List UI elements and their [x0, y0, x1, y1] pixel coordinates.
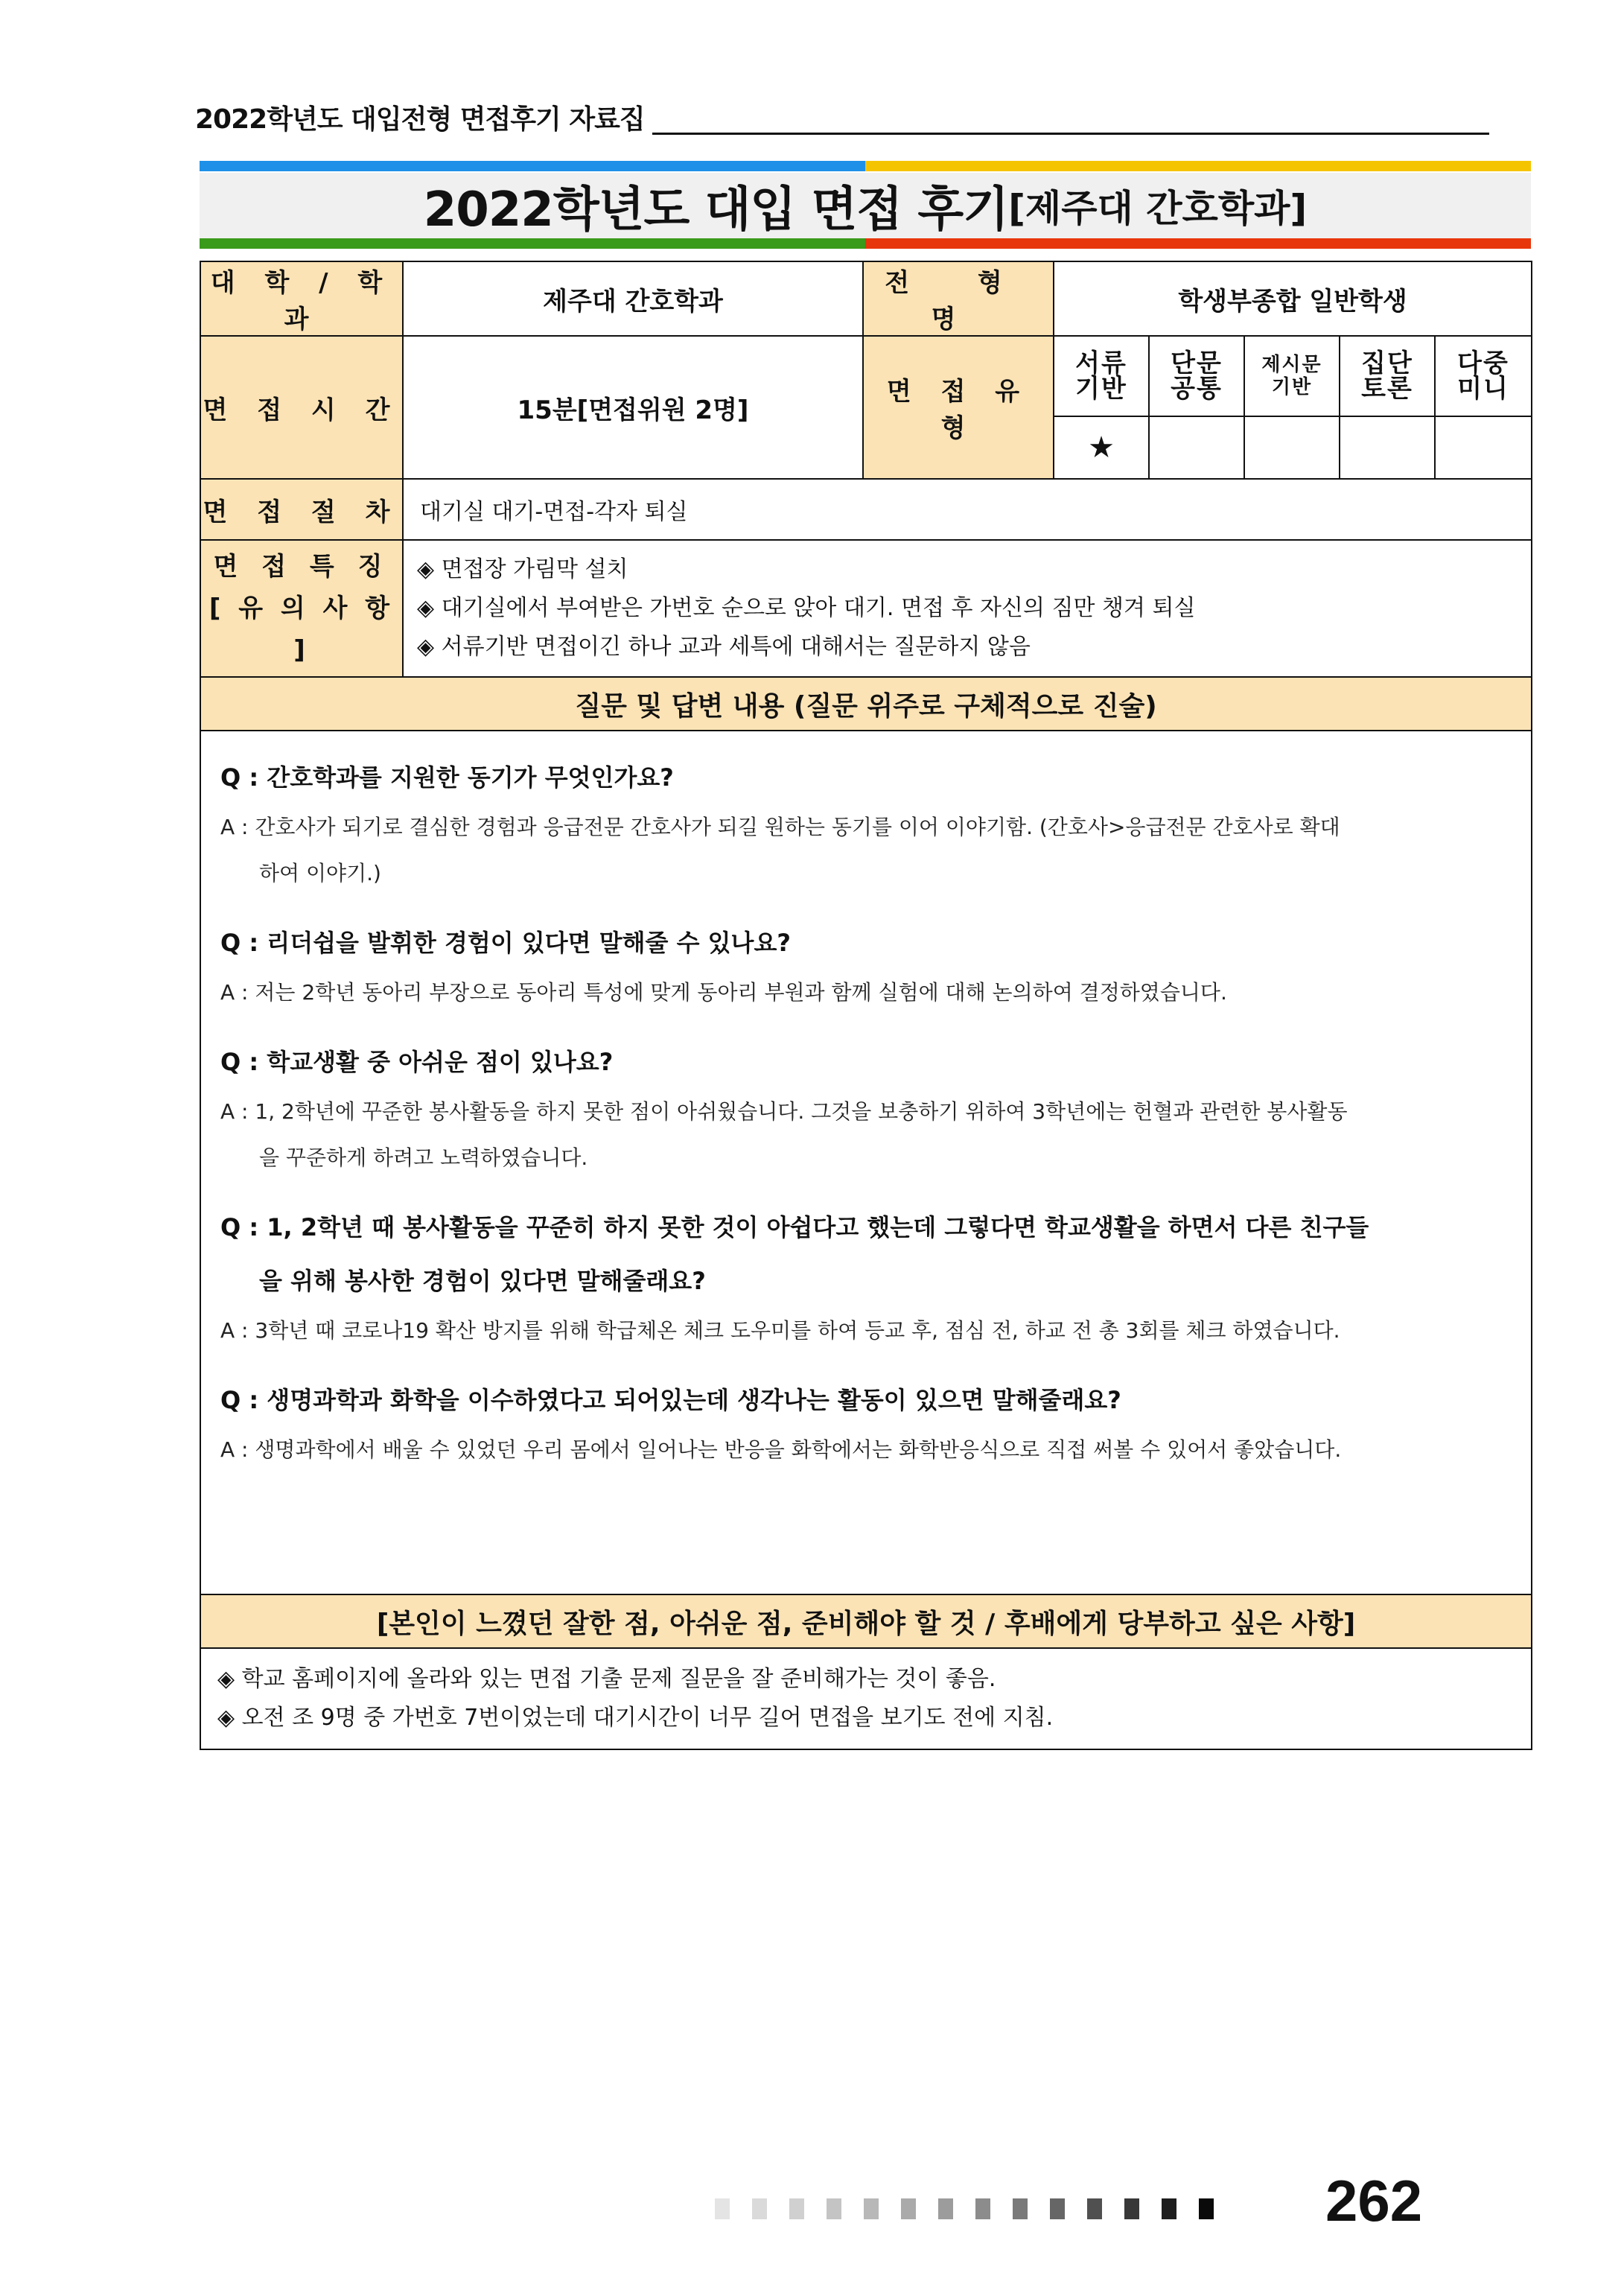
footer-square — [975, 2198, 990, 2219]
answer: A : 1, 2학년에 꾸준한 봉사활동을 하지 못한 점이 아쉬웠습니다. 그것을 보충하기 위하여 3학년에는 헌혈과 관련한 봉사활동 을 꾸준하게 하려고 노력하였습니다. — [220, 1099, 1348, 1170]
question: Q : 리더쉽을 발휘한 경험이 있다면 말해줄 수 있나요? — [220, 929, 791, 957]
feature-item: ◈ 대기실에서 부여받은 가번호 순으로 앉아 대기. 면접 후 자신의 짐만 챙겨 퇴실 — [417, 595, 1196, 621]
footer-square — [715, 2198, 730, 2219]
footer-square — [752, 2198, 767, 2219]
footer-square — [1162, 2198, 1176, 2219]
footer-square — [789, 2198, 804, 2219]
mode-empty-cell — [1149, 416, 1244, 479]
collection-title: 2022학년도 대입전형 면접후기 자료집 — [195, 104, 645, 135]
question: Q : 1, 2학년 때 봉사활동을 꾸준히 하지 못한 것이 아쉽다고 했는데 그렇다면 학교생활을 하면서 다른 친구들 을 위해 봉사한 경험이 있다면 말해줄래요? — [220, 1213, 1369, 1295]
features-label-line1: 면 접 특 징 — [213, 552, 390, 582]
procedure-value: 대기실 대기-면접-각자 퇴실 — [403, 479, 1532, 540]
features-list — [403, 540, 1532, 677]
question: Q : 학교생활 중 아쉬운 점이 있나요? — [220, 1048, 614, 1076]
feature-item: ◈ 면접장 가림막 설치 — [417, 556, 628, 582]
question: Q : 간호학과를 지원한 동기가 무엇인가요? — [220, 763, 674, 792]
footer-square — [1050, 2198, 1065, 2219]
univ-value: 제주대 간호학과 — [403, 261, 863, 336]
page-title — [200, 173, 1531, 238]
footer-square — [1013, 2198, 1028, 2219]
mode-short-common: 단문 공통 — [1149, 336, 1244, 416]
title-main: 2022학년도 대입 면접 후기 — [423, 182, 1009, 238]
procedure-label: 면 접 절 차 — [200, 479, 403, 540]
review-item: ◈ 학교 홈페이지에 올라와 있는 면접 기출 문제 질문을 잘 준비해가는 것이 좋음. — [217, 1666, 996, 1692]
mode-label: 면 접 유 형 — [863, 336, 1054, 479]
review-section-header: [본인이 느꼈던 잘한 점, 아쉬운 점, 준비해야 할 것 / 후배에게 당부하고 싶은 사항] — [200, 1594, 1532, 1648]
review-list — [200, 1648, 1532, 1749]
footer-square — [901, 2198, 916, 2219]
header-rule — [652, 133, 1489, 135]
mode-group-discussion: 집단 토론 — [1340, 336, 1435, 416]
features-label — [200, 540, 403, 677]
univ-label: 대 학 / 학 과 — [200, 261, 403, 336]
type-label: 전 형 명 — [863, 261, 1054, 336]
footer-square — [827, 2198, 841, 2219]
top-bar-blue — [200, 161, 865, 171]
mode-empty-cell — [1340, 416, 1435, 479]
mode-document: 서류 기반 — [1054, 336, 1149, 416]
answer: A : 저는 2학년 동아리 부장으로 동아리 특성에 맞게 동아리 부원과 함께 실험에 대해 논의하여 결정하였습니다. — [220, 980, 1227, 1005]
footer-square — [1199, 2198, 1214, 2219]
mode-selected-star: ★ — [1054, 416, 1149, 479]
time-value: 15분[면접위원 2명] — [403, 336, 863, 479]
footer-square — [1124, 2198, 1139, 2219]
feature-item: ◈ 서류기반 면접이긴 하나 교과 세특에 대해서는 질문하지 않음 — [417, 634, 1031, 660]
title-sub: [제주대 간호학과] — [1008, 187, 1308, 230]
answer: A : 생명과학에서 배울 수 있었던 우리 몸에서 일어나는 반응을 화학에서는 화학반응식으로 직접 써볼 수 있어서 좋았습니다. — [220, 1437, 1342, 1462]
footer-gradient-marks — [715, 2175, 1236, 2219]
bottom-bar-red — [865, 238, 1531, 249]
mode-passage: 제시문 기반 — [1244, 336, 1340, 416]
answer: A : 3학년 때 코로나19 확산 방지를 위해 학급체온 체크 도우미를 하여 등교 후, 점심 전, 하교 전 총 3회를 체크 하였습니다. — [220, 1318, 1340, 1343]
answer: A : 간호사가 되기로 결심한 경험과 응급전문 간호사가 되길 원하는 동기를 이어 이야기함. (간호사>응급전문 간호사로 확대 하여 이야기.) — [220, 815, 1340, 885]
review-item: ◈ 오전 조 9명 중 가번호 7번이었는데 대기시간이 너무 길어 면접을 보기도 전에 지침. — [217, 1705, 1054, 1731]
qa-section-header: 질문 및 답변 내용 (질문 위주로 구체적으로 진술) — [200, 677, 1532, 731]
mode-empty-cell — [1435, 416, 1532, 479]
time-label: 면 접 시 간 — [200, 336, 403, 479]
qa-content — [200, 731, 1532, 1594]
bottom-bar-green — [200, 238, 865, 249]
page-number: 262 — [1325, 2168, 1423, 2233]
footer-square — [864, 2198, 879, 2219]
footer-square — [938, 2198, 953, 2219]
type-value: 학생부종합 일반학생 — [1054, 261, 1532, 336]
features-label-line2: [ 유 의 사 항 ] — [208, 594, 395, 665]
footer-square — [1087, 2198, 1102, 2219]
question: Q : 생명과학과 화학을 이수하였다고 되어있는데 생각나는 활동이 있으면 말해줄래요? — [220, 1386, 1121, 1414]
mode-multi-mini: 다중 미니 — [1435, 336, 1532, 416]
top-bar-yellow — [865, 161, 1531, 171]
interview-info-table — [200, 261, 1532, 1750]
mode-empty-cell — [1244, 416, 1340, 479]
